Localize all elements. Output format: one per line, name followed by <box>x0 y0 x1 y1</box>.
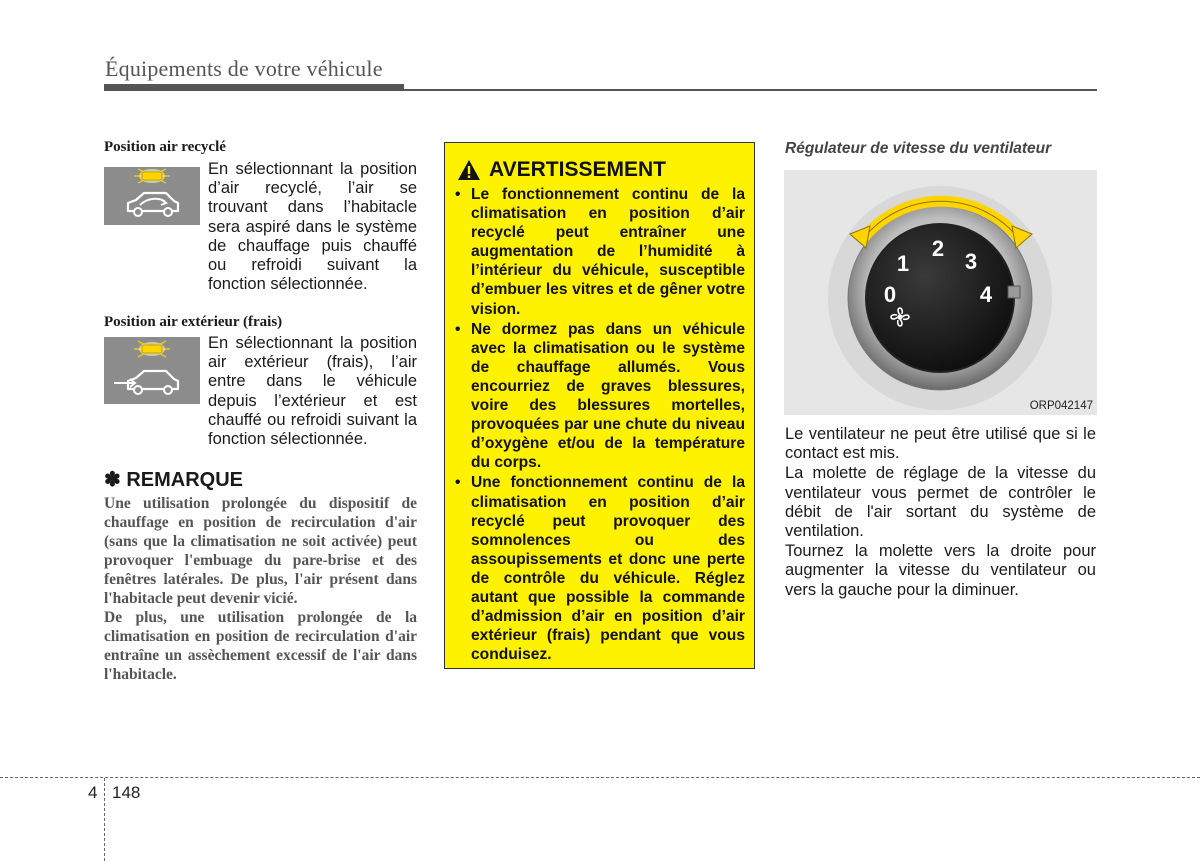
footer-vertical-divider <box>104 778 105 861</box>
warning-bullet: • <box>455 186 461 203</box>
recycle-heading: Position air recyclé <box>104 139 226 155</box>
warning-header <box>457 157 666 183</box>
fan-paragraph-1: Le ventilateur ne peut être utilisé que si le contact est mis. <box>785 425 1096 463</box>
chapter-number: 4 <box>88 783 98 802</box>
fan-speed-dial-illustration <box>784 170 1097 415</box>
warning-box <box>444 142 755 669</box>
dial-label-2: 2 <box>931 236 945 261</box>
page-header-title: Équipements de votre véhicule <box>105 56 383 81</box>
fan-paragraph-3: Tournez la molette vers la droite pour augmenter la vitesse du ventilateur ou vers la gauche pour la diminuer. <box>785 542 1096 599</box>
footer-divider <box>0 777 1200 778</box>
recirculation-icon <box>104 167 200 225</box>
dial-label-3: 3 <box>964 249 978 274</box>
header-rule <box>104 89 1097 91</box>
figure-code: ORP042147 <box>1029 400 1093 412</box>
warning-title: AVERTISSEMENT <box>489 158 666 181</box>
warning-item <box>455 185 745 319</box>
warning-bullet: • <box>455 474 461 492</box>
warning-item-text: Ne dormez pas dans un véhicule avec la climatisation ou le système de chauffage allumés. Vous encourriez de graves blessures, voire des blessures mortelles, provoquées par une chute du niveau d’oxygène et/ou de la température du corps. <box>471 320 745 472</box>
figure-caption: Régulateur de vitesse du ventilateur <box>785 140 1052 157</box>
warning-item-text: Une fonctionnement continu de la climatisation en position d’air recyclé peut provoquer des somnolences ou des assoupissements et donc une perte de contrôle du véhicule. Réglez autant que possible la commande d’admission d’air en position d’air extérieur (frais) pendant que vous conduisez. <box>471 474 745 664</box>
remarque-text <box>104 494 417 684</box>
warning-triangle-icon <box>457 159 481 181</box>
fan-paragraph-2: La molette de réglage de la vitesse du ventilateur vous permet de contrôler le débit de l'air sortant du système de ventilation. <box>785 464 1096 541</box>
page-number: 148 <box>112 783 141 802</box>
fresh-air-description: En sélectionnant la position air extérieur (frais), l’air entre dans le véhicule depuis l’extérieur et est chauffé ou refroidi suivant la fonction sélectionnée. <box>208 334 417 449</box>
remarque-title: ✽ REMARQUE <box>104 469 243 491</box>
warning-item-text: Le fonctionnement continu de la climatisation en position d’air recyclé peut entraîner une augmentation de l’humidité à l’intérieur du véhicule, susceptible d’embuer les vitres et de gêner votre vision. <box>471 186 745 318</box>
dial-label-1: 1 <box>896 251 910 276</box>
fresh-air-heading: Position air extérieur (frais) <box>104 314 283 330</box>
fan-description <box>785 425 1096 601</box>
fresh-air-icon <box>104 337 200 404</box>
warning-item <box>455 473 745 664</box>
warning-bullet: • <box>455 320 461 338</box>
fan-speed-figure <box>784 170 1097 415</box>
remarque-paragraph-1: Une utilisation prolongée du dispositif de chauffage en position de recirculation d'air (sans que la climatisation ne soit activée) peut provoquer l'embuage du pare-brise et des fenêtres latérales. De plus, l'air présent dans l'habitacle peut devenir vicié. <box>104 495 417 607</box>
warning-list <box>455 185 745 665</box>
warning-item <box>455 320 745 473</box>
recycle-description: En sélectionnant la position d’air recyclé, l’air se trouvant dans l’habitacle sera aspiré dans le système de chauffage puis chauffé ou refroidi suivant la fonction sélectionnée. <box>208 160 417 294</box>
dial-label-4: 4 <box>979 282 993 307</box>
remarque-paragraph-2: De plus, une utilisation prolongée de la climatisation en position de recirculation d'air entraîne un assèchement excessif de l'air dans l'habitacle. <box>104 609 417 683</box>
dial-label-0: 0 <box>883 282 897 307</box>
